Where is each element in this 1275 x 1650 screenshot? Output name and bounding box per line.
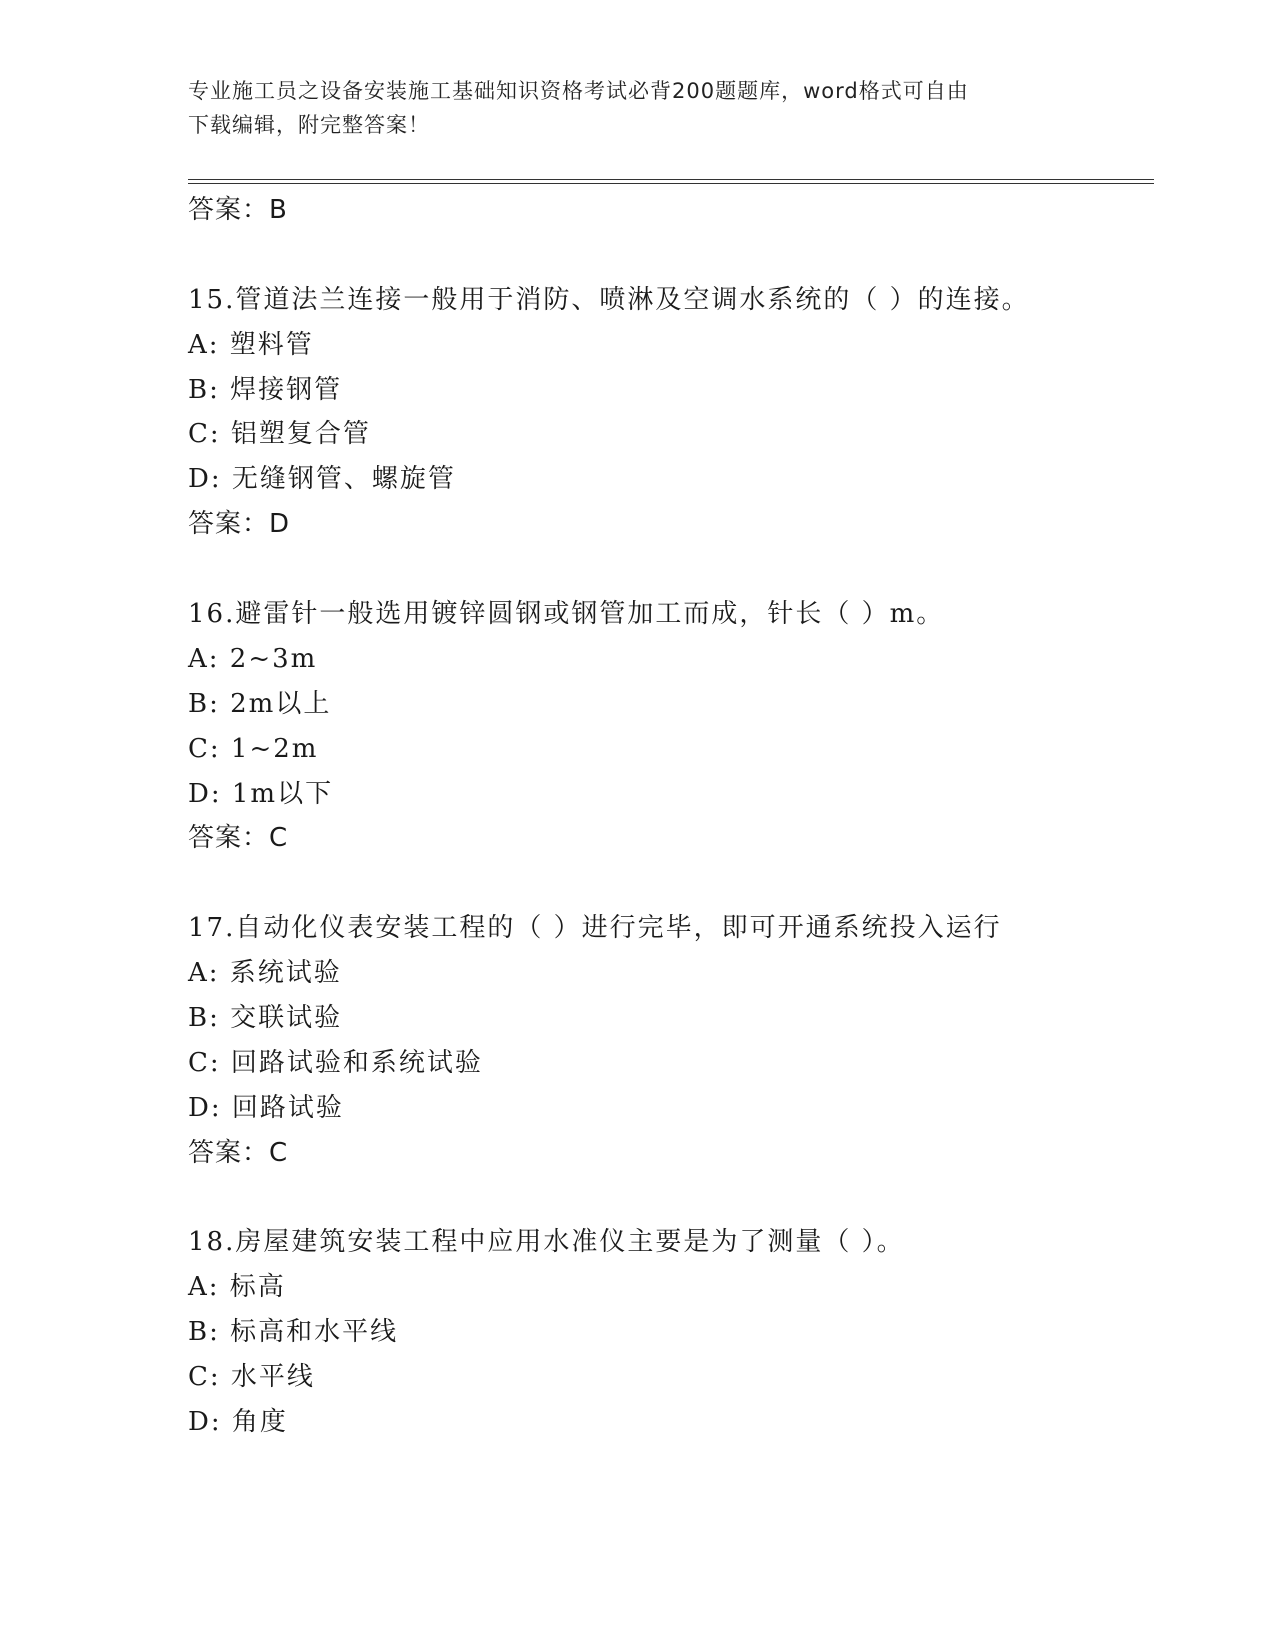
document-header — [188, 74, 1068, 142]
question-16-option-b: B: 2m以上 — [188, 689, 332, 719]
question-15-option-c: C: 铝塑复合管 — [188, 419, 371, 449]
question-17-option-d: D: 回路试验 — [188, 1093, 344, 1123]
question-18-option-c: C: 水平线 — [188, 1362, 315, 1392]
question-18-option-d: D: 角度 — [188, 1407, 288, 1437]
header-divider-top — [188, 179, 1154, 180]
question-16-option-d: D: 1m以下 — [188, 779, 334, 809]
question-17-answer: 答案：C — [188, 1138, 289, 1168]
question-15-option-b: B: 焊接钢管 — [188, 375, 343, 405]
question-15-option-d: D: 无缝钢管、螺旋管 — [188, 464, 456, 494]
header-line-2: 下载编辑，附完整答案！ — [188, 113, 430, 137]
question-15-answer: 答案：D — [188, 509, 291, 539]
question-16-answer: 答案：C — [188, 823, 289, 853]
previous-answer: 答案：B — [188, 195, 288, 225]
question-15-stem: 15.管道法兰连接一般用于消防、喷淋及空调水系统的（ ）的连接。 — [188, 285, 1030, 315]
header-divider-bottom — [188, 183, 1154, 184]
question-16-stem: 16.避雷针一般选用镀锌圆钢或钢管加工而成，针长（ ）m。 — [188, 599, 945, 629]
question-17-option-c: C: 回路试验和系统试验 — [188, 1048, 483, 1078]
question-16-option-c: C: 1~2m — [188, 734, 319, 764]
question-18-stem: 18.房屋建筑安装工程中应用水准仪主要是为了测量（ ）。 — [188, 1227, 905, 1257]
question-17-option-a: A: 系统试验 — [188, 958, 342, 988]
header-line-1: 专业施工员之设备安装施工基础知识资格考试必背200题题库，word格式可自由 — [188, 79, 969, 103]
question-16-option-a: A: 2~3m — [188, 644, 318, 674]
question-17-option-b: B: 交联试验 — [188, 1003, 343, 1033]
question-18-option-b: B: 标高和水平线 — [188, 1317, 399, 1347]
question-18-option-a: A: 标高 — [188, 1272, 286, 1302]
question-17-stem: 17.自动化仪表安装工程的（ ）进行完毕，即可开通系统投入运行 — [188, 913, 1002, 943]
question-15-option-a: A: 塑料管 — [188, 330, 314, 360]
